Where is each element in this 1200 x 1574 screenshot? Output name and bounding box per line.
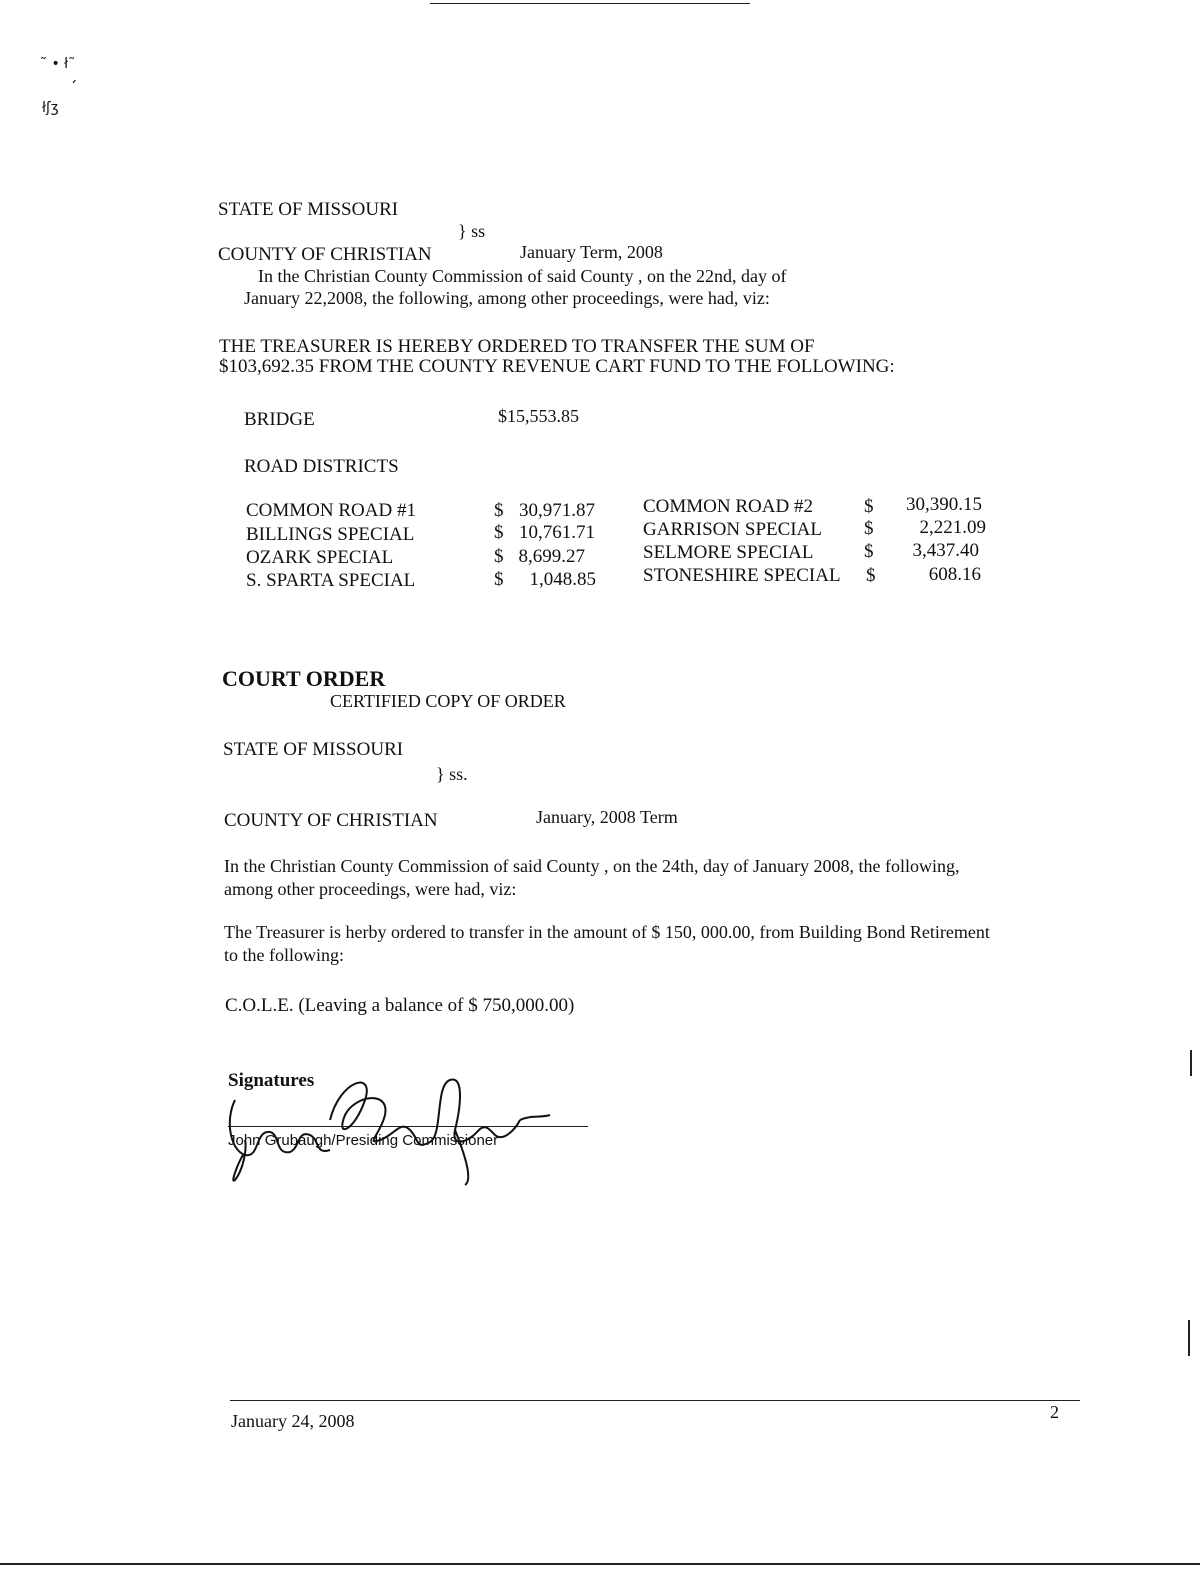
- district-amount: 608.16: [928, 564, 981, 585]
- order-line-1: THE TREASURER IS HEREBY ORDERED TO TRANSFER THE SUM OF: [219, 336, 815, 357]
- corner-handwritten-marks-3: łʃʒ: [42, 100, 59, 116]
- bridge-amount: $15,553.85: [498, 406, 579, 426]
- footer-rule: [230, 1400, 1080, 1401]
- court-state-label: STATE OF MISSOURI: [223, 739, 404, 760]
- bridge-label: BRIDGE: [244, 409, 315, 430]
- term-label: January Term, 2008: [520, 242, 663, 262]
- scan-edge-top: [430, 3, 750, 4]
- court-order-line-1: The Treasurer is herby ordered to transfer in the amount of $ 150, 000.00, from Building Bond Retirement: [224, 922, 990, 942]
- signer-name-title: John Grubaugh/Presiding Commissioner: [228, 1132, 499, 1149]
- district-amount: 30,971.87: [519, 500, 595, 521]
- district-amount: 1,048.85: [529, 569, 596, 590]
- scan-edge-bottom: [0, 1563, 1200, 1565]
- signatures-label: Signatures: [228, 1070, 315, 1091]
- dollar-sign: $: [494, 522, 504, 543]
- certified-copy-subheading: CERTIFIED COPY OF ORDER: [330, 691, 566, 711]
- court-county-label: COUNTY OF CHRISTIAN: [224, 810, 438, 831]
- district-amount: 30,390.15: [906, 494, 982, 515]
- district-name: COMMON ROAD #1: [246, 500, 416, 521]
- state-label: STATE OF MISSOURI: [218, 199, 399, 220]
- district-amount: 10,761.71: [519, 522, 595, 543]
- road-districts-label: ROAD DISTRICTS: [244, 456, 399, 477]
- intro-line-2: January 22,2008, the following, among other proceedings, were had, viz:: [244, 288, 770, 308]
- corner-handwritten-marks: ˜ • ł˜: [40, 56, 76, 72]
- cole-line: C.O.L.E. (Leaving a balance of $ 750,000.00): [225, 995, 575, 1016]
- district-amount: 8,699.27: [518, 546, 585, 567]
- dollar-sign: $: [866, 565, 876, 586]
- dollar-sign: $: [864, 518, 874, 539]
- court-intro-line-1: In the Christian County Commission of said County , on the 24th, day of January 2008, the following,: [224, 856, 960, 876]
- page-number: 2: [1050, 1402, 1059, 1422]
- court-order-line-2: to the following:: [224, 945, 344, 965]
- handwritten-signature: [215, 1060, 555, 1190]
- district-name: STONESHIRE SPECIAL: [643, 565, 841, 586]
- county-label: COUNTY OF CHRISTIAN: [218, 244, 432, 265]
- court-order-heading: COURT ORDER: [222, 666, 386, 691]
- district-name: SELMORE SPECIAL: [643, 542, 814, 563]
- court-intro-line-2: among other proceedings, were had, viz:: [224, 879, 517, 899]
- district-name: BILLINGS SPECIAL: [246, 524, 415, 545]
- footer-date: January 24, 2008: [231, 1411, 355, 1431]
- dollar-sign: $: [494, 500, 504, 521]
- district-name: COMMON ROAD #2: [643, 496, 813, 517]
- dollar-sign: $: [494, 546, 504, 567]
- ss-brace: } ss: [458, 221, 486, 241]
- dollar-sign: $: [864, 541, 874, 562]
- order-line-2: $103,692.35 FROM THE COUNTY REVENUE CART FUND TO THE FOLLOWING:: [219, 356, 895, 377]
- district-amount: 3,437.40: [912, 540, 979, 561]
- court-term-label: January, 2008 Term: [536, 807, 678, 827]
- intro-line-1: In the Christian County Commission of said County , on the 22nd, day of: [258, 266, 787, 286]
- district-amount: 2,221.09: [919, 517, 986, 538]
- district-name: OZARK SPECIAL: [246, 547, 394, 568]
- scan-edge-right-1: [1190, 1050, 1192, 1076]
- dollar-sign: $: [494, 569, 504, 590]
- scan-edge-right-2: [1188, 1320, 1190, 1356]
- district-name: S. SPARTA SPECIAL: [246, 570, 416, 591]
- corner-handwritten-marks-2: ´́: [70, 80, 77, 96]
- district-name: GARRISON SPECIAL: [643, 519, 822, 540]
- court-ss-brace: } ss.: [436, 764, 468, 784]
- dollar-sign: $: [864, 496, 874, 517]
